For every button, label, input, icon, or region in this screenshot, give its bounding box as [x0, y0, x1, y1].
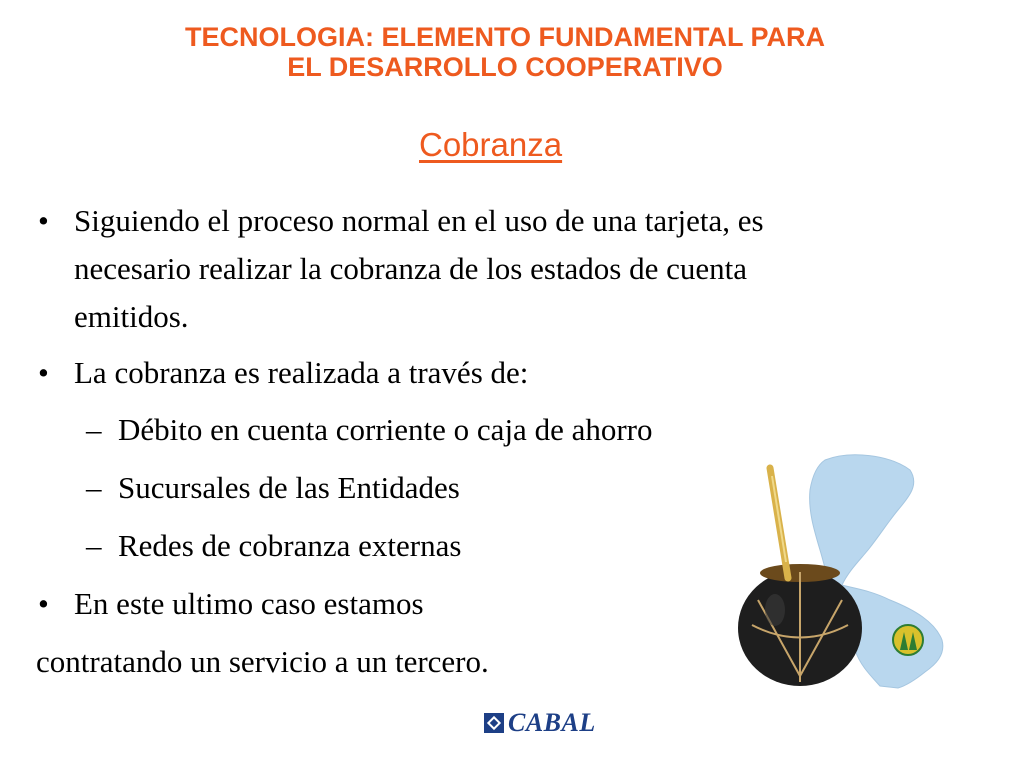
cabal-logo — [484, 710, 596, 736]
subitem-2: Sucursales de las Entidades — [118, 470, 460, 505]
bullet-1-line-2: necesario realizar la cobranza de los estados de cuenta — [74, 251, 748, 286]
dash-mark: – — [86, 470, 102, 505]
bullet-dot: • — [38, 203, 49, 238]
cooperative-pines-icon — [893, 625, 923, 655]
subitem-1: Débito en cuenta corriente o caja de ahorro — [118, 412, 653, 447]
bullet-1-line-3: emitidos. — [74, 299, 189, 334]
bullet-dot: • — [38, 586, 49, 621]
bullet-3-continuation: contratando un servicio a un tercero. — [36, 644, 489, 679]
bullet-1-line-1: Siguiendo el proceso normal en el uso de una tarjeta, es — [74, 203, 764, 238]
bullet-2: La cobranza es realizada a través de: — [74, 355, 529, 390]
subitem-3: Redes de cobranza externas — [118, 528, 462, 563]
cabal-logo-mark-icon — [484, 713, 504, 733]
bullet-3: En este ultimo caso estamos — [74, 586, 424, 621]
bullet-dot: • — [38, 355, 49, 390]
title-line-2: EL DESARROLLO COOPERATIVO — [287, 52, 723, 82]
bombilla-straw-icon — [770, 468, 788, 578]
dash-mark: – — [86, 528, 102, 563]
cabal-logo-text: CABAL — [508, 708, 596, 737]
dash-mark: – — [86, 412, 102, 447]
mate-map-illustration — [730, 450, 960, 690]
section-subtitle: Cobranza — [419, 126, 563, 163]
title-line-1: TECNOLOGIA: ELEMENTO FUNDAMENTAL PARA — [185, 22, 825, 52]
